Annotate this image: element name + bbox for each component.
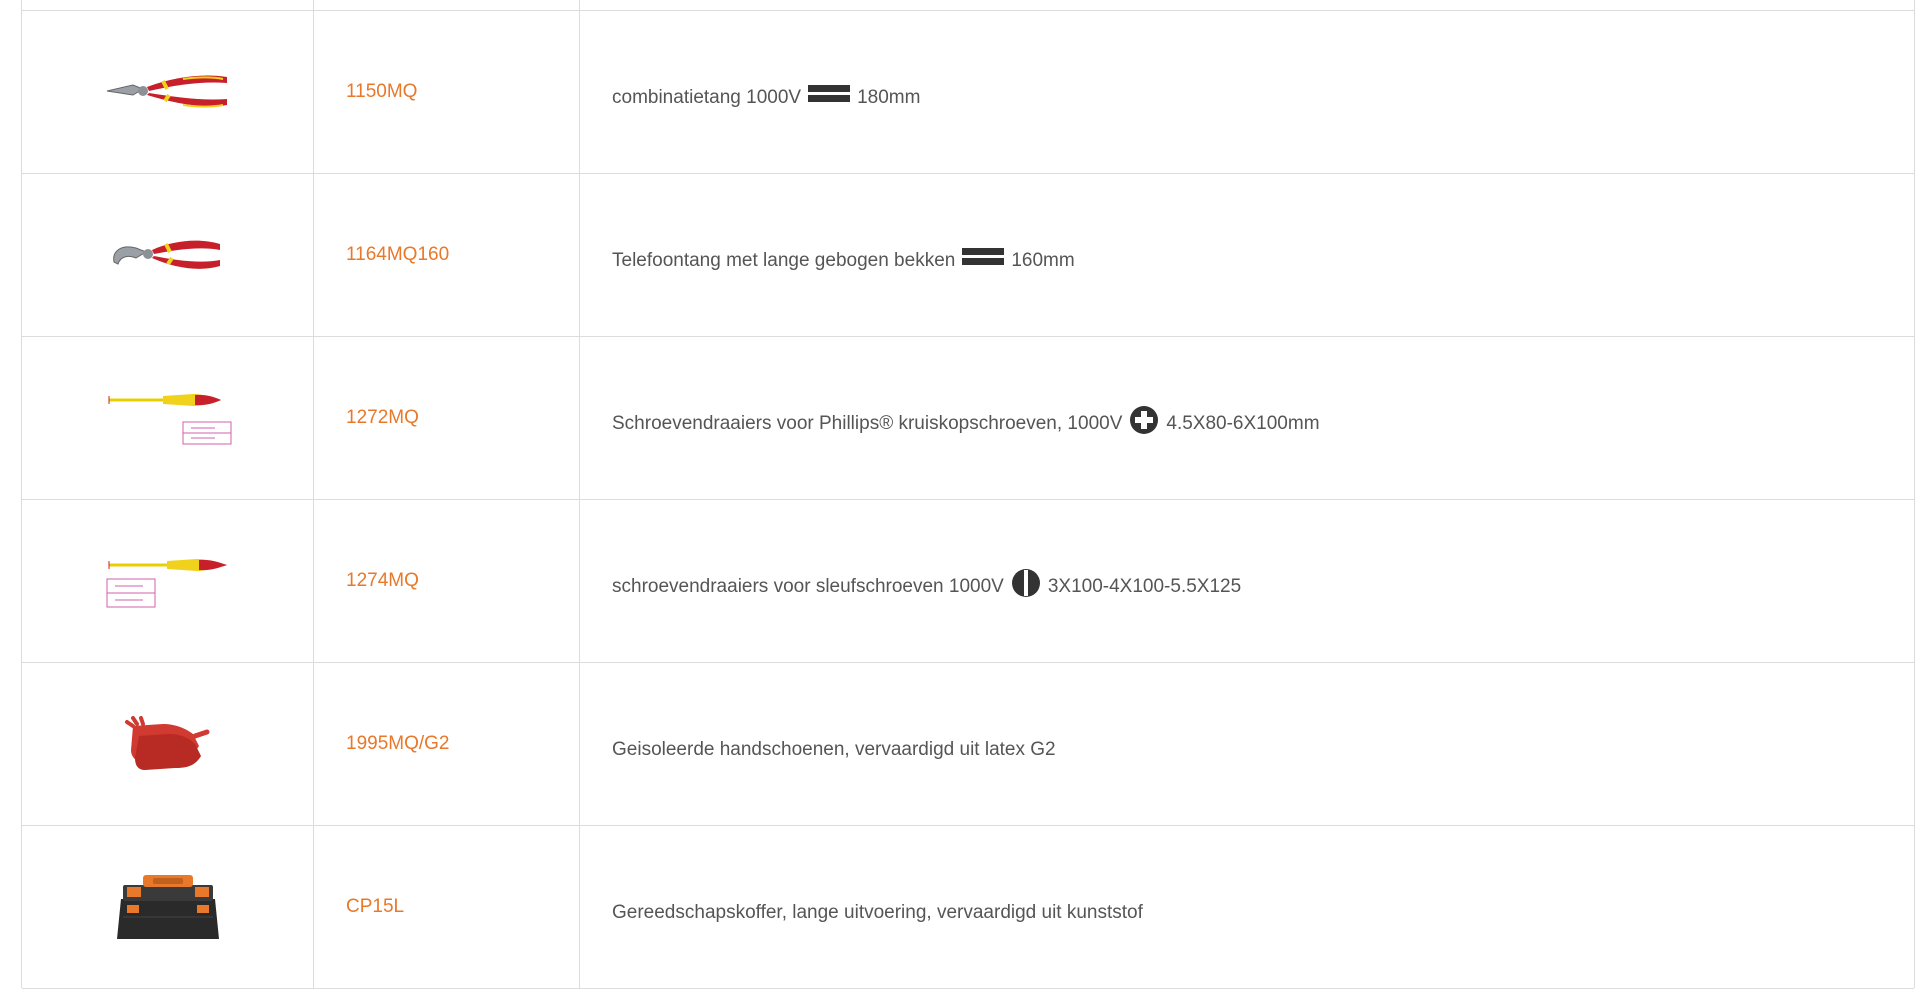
table-row bbox=[22, 11, 1914, 174]
product-description bbox=[612, 568, 1241, 606]
description-text: Telefoontang met lange gebogen bekken bbox=[612, 250, 956, 271]
product-code-link[interactable]: CP15L bbox=[346, 896, 405, 917]
description-size: 4.5X80-6X100mm bbox=[1166, 413, 1320, 434]
product-description bbox=[612, 83, 920, 113]
phillips-screwdriver-image[interactable] bbox=[22, 337, 313, 499]
product-code-link[interactable]: 1164MQ160 bbox=[346, 244, 450, 265]
product-code-link[interactable]: 1272MQ bbox=[346, 407, 419, 428]
slotted-icon bbox=[1011, 568, 1041, 606]
table-row bbox=[22, 337, 1914, 500]
phillips-icon bbox=[1129, 405, 1159, 443]
flat-jaw-icon bbox=[808, 83, 850, 113]
description-size: 3X100-4X100-5.5X125 bbox=[1047, 576, 1242, 597]
slotted-screwdriver-image[interactable] bbox=[22, 500, 313, 662]
product-code-link[interactable]: 1274MQ bbox=[346, 570, 419, 591]
product-description bbox=[612, 405, 1320, 443]
table-row bbox=[22, 826, 1914, 989]
table-row bbox=[22, 174, 1914, 337]
description-text: combinatietang 1000V bbox=[612, 87, 802, 108]
product-description bbox=[612, 246, 1075, 276]
table-top-row bbox=[22, 0, 1914, 11]
flat-jaw-icon bbox=[962, 246, 1004, 276]
description-text: Gereedschapskoffer, lange uitvoering, vervaardigd uit kunststof bbox=[612, 902, 1143, 923]
description-text: Geisoleerde handschoenen, vervaardigd uit latex G2 bbox=[612, 739, 1056, 760]
product-description bbox=[612, 737, 1056, 763]
table-row bbox=[22, 500, 1914, 663]
toolbox-image[interactable] bbox=[22, 826, 313, 988]
description-text: schroevendraaiers voor sleufschroeven 1000V bbox=[612, 576, 1004, 597]
gloves-image[interactable] bbox=[22, 663, 313, 825]
product-table bbox=[21, 0, 1915, 988]
description-size: 160mm bbox=[1011, 250, 1075, 271]
table-row bbox=[22, 663, 1914, 826]
description-size: 180mm bbox=[857, 87, 921, 108]
product-code-link[interactable]: 1150MQ bbox=[346, 81, 418, 102]
bent-nose-pliers-image[interactable] bbox=[22, 174, 313, 336]
description-text: Schroevendraaiers voor Phillips® kruiskopschroeven, 1000V bbox=[612, 413, 1123, 434]
product-code-link[interactable]: 1995MQ/G2 bbox=[346, 733, 450, 754]
combination-pliers-image[interactable] bbox=[22, 11, 313, 173]
product-description bbox=[612, 900, 1143, 926]
